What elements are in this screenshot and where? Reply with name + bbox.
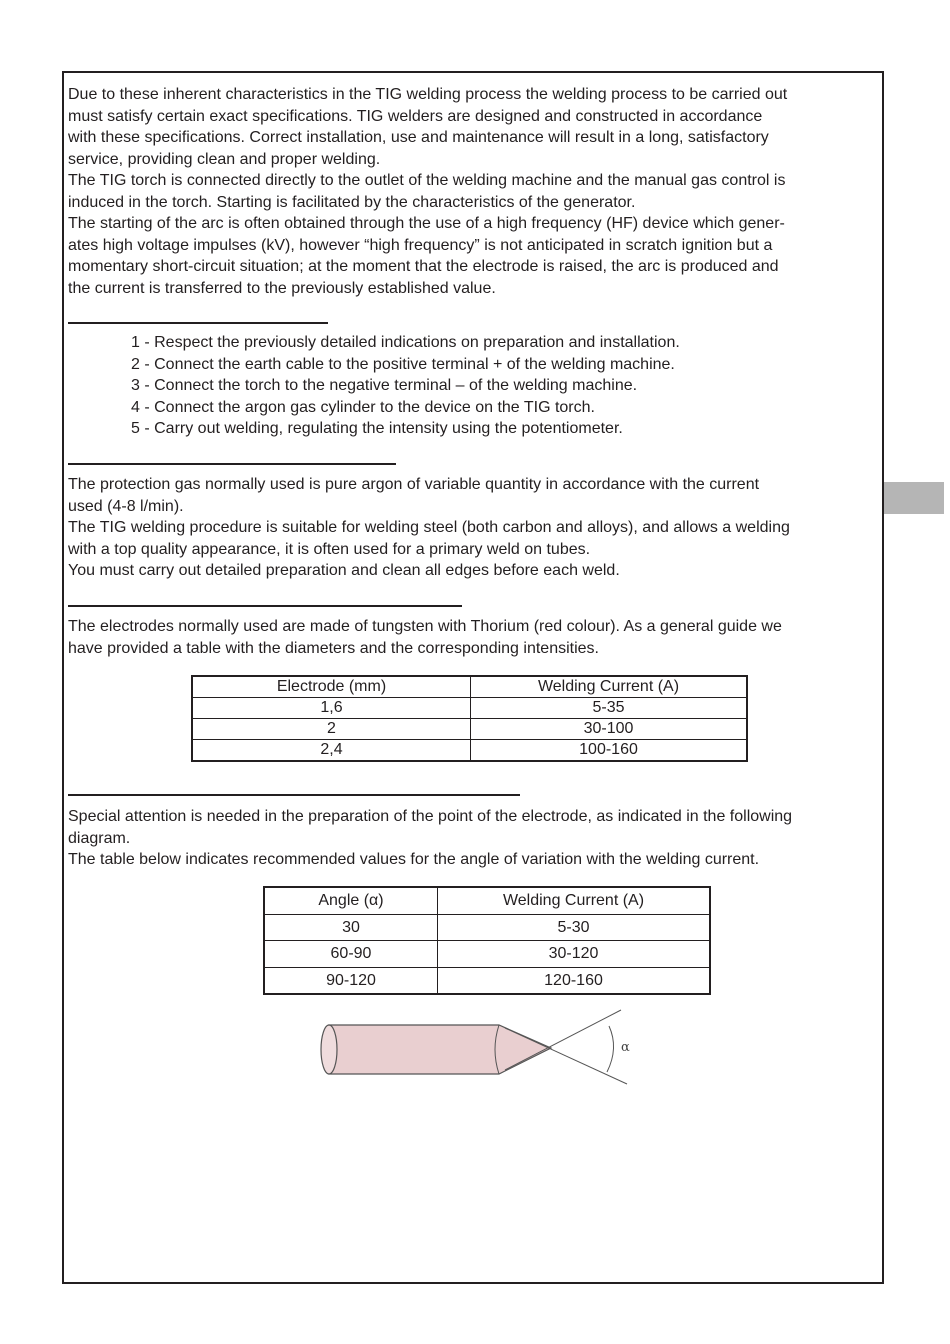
table-row <box>192 740 747 762</box>
table-row <box>264 941 710 968</box>
gas-line: The protection gas normally used is pure argon of variable quantity in accordance with the current <box>68 476 760 493</box>
intro-paragraph <box>68 84 880 299</box>
point-line: The table below indicates recommended values for the angle of variation with the welding current. <box>68 851 760 868</box>
angle-arc <box>607 1026 614 1072</box>
electrodes-line: have provided a table with the diameters and the corresponding intensities. <box>68 639 599 657</box>
procedure-step: 1 - Respect the previously detailed indications on preparation and installation. <box>131 334 680 351</box>
section-rule-point <box>68 794 520 796</box>
table-cell: 5-35 <box>471 698 748 719</box>
electrodes-line: The electrodes normally used are made of tungsten with Thorium (red colour). As a general guide we <box>68 618 782 635</box>
electrodes-paragraph <box>68 616 880 659</box>
table-cell: 60-90 <box>264 941 438 968</box>
electrode-body <box>329 1025 551 1074</box>
angle-label: α <box>621 1040 630 1055</box>
table-cell: 5-30 <box>438 914 711 941</box>
intro-line: induced in the torch. Starting is facilitated by the characteristics of the generator. <box>68 193 636 211</box>
table-header-cell: Welding Current (A) <box>471 676 748 698</box>
point-paragraph <box>68 806 880 871</box>
table-cell: 30-120 <box>438 941 711 968</box>
table-cell: 120-160 <box>438 967 711 994</box>
table-cell: 30 <box>264 914 438 941</box>
intro-line: with these specifications. Correct installation, use and maintenance will result in a long, satisfactory <box>68 129 769 146</box>
gas-line: with a top quality appearance, it is often used for a primary weld on tubes. <box>68 540 591 558</box>
section-rule-electrodes <box>68 605 462 607</box>
angle-current-table <box>263 886 711 995</box>
table-cell: 2 <box>192 719 471 740</box>
table-header-cell: Welding Current (A) <box>438 887 711 914</box>
table-row <box>264 967 710 994</box>
electrode-point-diagram <box>315 1008 645 1088</box>
table-row <box>192 698 747 719</box>
gas-paragraph <box>68 474 880 582</box>
table-header-row <box>192 676 747 698</box>
electrode-current-table <box>191 675 748 762</box>
table-row <box>264 914 710 941</box>
table-cell: 2,4 <box>192 740 471 762</box>
procedure-step: 2 - Connect the earth cable to the positive terminal + of the welding machine. <box>131 355 675 373</box>
table-cell: 100-160 <box>471 740 748 762</box>
table-header-cell: Electrode (mm) <box>192 676 471 698</box>
electrode-end-face <box>321 1025 337 1074</box>
procedure-step: 3 - Connect the torch to the negative terminal – of the welding machine. <box>131 377 638 394</box>
gas-line: You must carry out detailed preparation and clean all edges before each weld. <box>68 562 620 579</box>
intro-line: momentary short-circuit situation; at the moment that the electrode is raised, the arc is produced and <box>68 258 779 275</box>
point-line: diagram. <box>68 829 131 847</box>
section-rule-procedure <box>68 322 328 324</box>
table-cell: 30-100 <box>471 719 748 740</box>
table-header-cell: Angle (α) <box>264 887 438 914</box>
table-row <box>192 719 747 740</box>
intro-line: The starting of the arc is often obtained through the use of a high frequency (HF) device which gener- <box>68 215 785 232</box>
intro-line: The TIG torch is connected directly to the outlet of the welding machine and the manual gas control is <box>68 172 786 189</box>
intro-line: must satisfy certain exact specifications. TIG welders are designed and constructed in accordance <box>68 107 763 125</box>
point-line: Special attention is needed in the preparation of the point of the electrode, as indicated in the following <box>68 808 793 825</box>
table-cell: 90-120 <box>264 967 438 994</box>
table-cell: 1,6 <box>192 698 471 719</box>
procedure-steps-list <box>131 332 680 440</box>
intro-line: ates high voltage impulses (kV), however “high frequency” is not anticipated in scratch ignition but a <box>68 236 773 254</box>
table-header-row <box>264 887 710 914</box>
section-rule-gas <box>68 463 396 465</box>
intro-line: Due to these inherent characteristics in the TIG welding process the welding process to be carried out <box>68 86 788 103</box>
section-tab-marker <box>884 482 944 514</box>
gas-line: used (4-8 l/min). <box>68 497 184 515</box>
intro-line: service, providing clean and proper welding. <box>68 150 381 168</box>
procedure-step: 5 - Carry out welding, regulating the intensity using the potentiometer. <box>131 420 623 437</box>
gas-line: The TIG welding procedure is suitable for welding steel (both carbon and alloys), and allows a welding <box>68 519 790 536</box>
procedure-step: 4 - Connect the argon gas cylinder to the device on the TIG torch. <box>131 398 595 416</box>
intro-line: the current is transferred to the previously established value. <box>68 279 496 297</box>
